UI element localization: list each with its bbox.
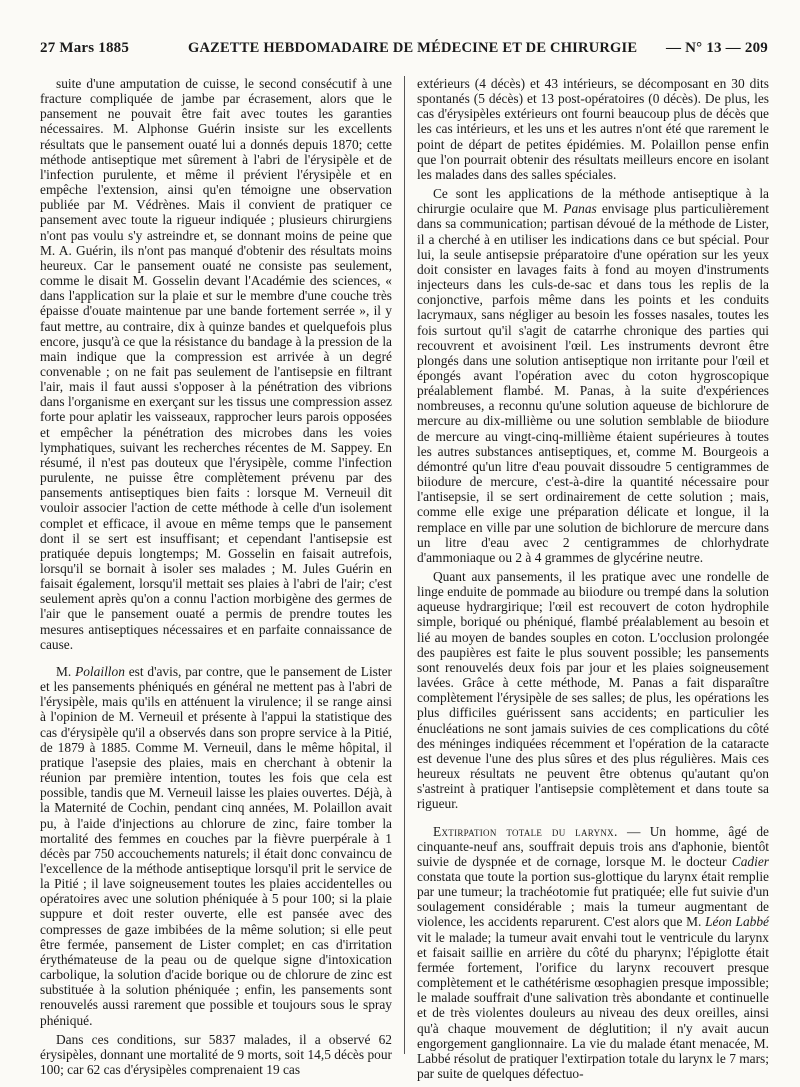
running-header — [40, 40, 768, 62]
paragraph — [40, 76, 392, 652]
left-column — [40, 76, 392, 1077]
text-run: Dans ces conditions, sur 5837 malades, il a observé 62 érysipèles, donnant une mortalité de 9 morts, soit 14,5 décès pour 100; car 62 cas d'érysipèles comprenaient 19 cas — [40, 1031, 392, 1077]
text-run: — Un homme, âgé de cinquante-neuf ans, souffrait depuis trois ans d'aphonie, bientôt suivie de dyspnée et de cornage, lorsque M. le docteur — [417, 823, 769, 869]
paragraph — [40, 664, 392, 1028]
paragraph — [40, 1032, 392, 1077]
italic-name: Léon Labbé — [705, 914, 770, 930]
text-run: constata que toute la portion sus-glottique du larynx était remplie par une tumeur; la trachéotomie fut pratiquée; elle fut suivie d'un soulagement considérable ; mais la tumeur augmentant de violence, les accidents reparurent. C'est alors que M. — [417, 868, 769, 930]
italic-name: Cadier — [731, 853, 769, 869]
paragraph — [417, 76, 769, 182]
paragraph — [417, 824, 769, 1082]
paragraph — [417, 186, 769, 565]
text-run: suite d'une amputation de cuisse, le second consécutif à une fracture compliquée de jambe par écrasement, alors que le pansement ne pouvait être fait avec toutes les garanties nécessaires. M. Alphonse Guérin insiste sur les excellents résultats que le pansement ouaté lui a donnés depuis 1870; cette méthode antiseptique met sûrement à l'abri de l'érysipèle et de l'infection purulente, et même il prévient l'érysipèle et en empêche l'extension, ainsi qu'en témoigne une observation publiée par M. Védrènes. Mais il convient de pratiquer ce pansement avec toute la rigueur indiquée ; plusieurs chirurgiens n'ont pas voulu s'y astreindre et, se donnant moins de peine que M. A. Guérin, ils n'ont pas manqué d'obtenir des résultats moins heureux. Car le pansement ouaté ne consiste pas seulement, comme le disait M. Gosselin devant l'Académie des sciences, « dans l'application sur la plaie et sur le membre d'une couche très épaisse d'ouate maintenue par une bande fortement serrée », il y faut mettre, au contraire, dix à quinze bandes et quelquefois plus encore, jusqu'à ce que la résistance du bandage à la pression de la main indique que la compression est arrivée à un degré convenable ; on ne fait pas seulement de l'antisepsie en filtrant l'air, mais il faut aussi s'opposer à la pénétration des vibrions dans l'organisme en exerçant sur les tissus une compression assez forte pour aplatir les vaisseaux, rapprocher leurs parois opposées et empêcher la pénétration des microbes dans les voies lymphatiques, suivant les recherches récentes de M. Sappey. En résumé, il n'est pas douteux que l'érysipèle, comme l'infection purulente, ne puisse être complètement prévenu par des pansements antiseptiques bien faits : lorsque M. Verneuil dit vouloir associer l'action de cette méthode à celle d'un isolement complet et efficace, il avoue en même temps que le pansement dont il se sert est insuffisant; et cependant l'antisepsie est pratiquée depuis longtemps; M. Gosselin en faisait autrefois, lorsqu'il se bornait à isoler ses malades ; M. Jules Guérin en faisait également, lorsqu'il mettait ses plaies à l'abri de l'air; c'est seulement après qu'on a connu l'action morbigène des germes de l'air que le pansement ouaté a permis de prendre toutes les mesures antiseptiques nécessaires et en parfaite connaissance de cause. — [40, 76, 392, 652]
italic-name: Polaillon — [75, 663, 125, 679]
text-run: envisage plus particulièrement dans sa communication; partisan dévoué de la méthode de Lister, il a cherché à en utiliser les indications dans ce but spécial. Pour lui, la seule antisepsie préparatoire d'une opération sur les yeux doit consister en lavages faits à fond au moyen d'instruments injecteurs dans les culs-de-sac et dans tous les replis de la conjonctive, parfois même dans les points et les conduits lacrymaux, sans négliger au besoin les fosses nasales, toutes les fois surtout qu'il s'agit de catarrhe chronique des parties qui recouvrent et avoisinent l'œil. Les instruments devront être plongés dans une solution antiseptique non irritante pour l'œil et épongés avant l'opération avec du coton hygroscopique préalablement flambé. M. Panas, à la suite d'expériences nombreuses, a reconnu qu'une solution aqueuse de bichlorure de mercure au dix-millième ou une solution semblable de biiodure de mercure au vingt-cinq-millième étaient supérieures à toutes les autres substances antiseptiques, et, comme M. Bourgeois a démontré qu'un litre d'eau pouvait dissoudre 5 centigrammes de biiodure de mercure, c'est-à-dire la quantité nécessaire pour l'antisepsie, il se sert ordinairement de cette solution ; mais, comme elle exige une préparation délicate et longue, il la remplace en ville par une solution de bichlorure de mercure dans un litre d'eau avec 2 centigrammes de chlorhydrate d'ammoniaque ou 2 à 4 grammes de glycérine neutre. — [417, 201, 769, 565]
italic-name: Panas — [563, 201, 597, 217]
text-run: Quant aux pansements, il les pratique avec une rondelle de linge enduite de pommade au biiodure ou trempé dans la solution aqueuse hydrargirique; l'œil est recouvert de coton hydrophile simple, boriqué ou phéniqué, flambé préalablement au besoin et lié au moyen de bandes souples en coton. L'occlusion prolongée des paupières est faite le plus souvent possible; les pansements sont renouvelés deux fois par jour et les plaies soigneusement lavées. Grâce à cette méthode, M. Panas a fait disparaître complètement l'érysipèle de ses salles; de plus, les opérations les plus difficiles guérissent sans accidents; en particulier les énucléations ne sont jamais suivies de ces complications du côté des méninges indiquées récemment et l'opération de la cataracte est devenue l'une des plus sûres et des plus régulières. Mais ces heureux résultats ne peuvent être obtenus qu'autant qu'on s'astreint à pratiquer l'antisepsie complètement et dans toute sa rigueur. — [417, 569, 769, 812]
header-issue: — N° 13 — — [666, 40, 741, 56]
section-heading: Extirpation totale du larynx. — [433, 823, 618, 839]
header-date: 27 Mars 1885 — [40, 40, 130, 56]
paragraph — [417, 569, 769, 812]
paragraph-gap — [40, 652, 392, 664]
header-title: GAZETTE HEBDOMADAIRE DE MÉDECINE ET DE CHIRURGIE — [188, 40, 638, 56]
text-run: est d'avis, par contre, que le pansement de Lister et les pansements phéniqués en général ne mettent pas à l'abri de l'érysipèle, mais qu'ils en atténuent la virulence; il se range ainsi à l'opinion de M. Verneuil et présente à l'appui la statistique des cas d'érysipèle qu'il a observés dans son propre service à la Pitié, de 1879 à 1885. Comme M. Verneuil, dans le même hôpital, il pratique l'asepsie des plaies, mais en cherchant à obtenir la réunion par première intention, toutes les fois que cela est possible, tandis que M. Verneuil laisse les plaies ouvertes. Déjà, à la Maternité de Cochin, pendant cinq années, M. Polaillon avait pu, à l'aide d'injections au chlorure de zinc, faire tomber la mortalité des femmes en couches par la fièvre puerpérale à 1 décès par 750 accouchements naturels; il était donc convaincu de l'excellence de la méthode antiseptique lorsqu'il prit le service de la Pitié ; il lave soigneusement toutes les plaies accidentelles ou opératoires avec une solution phéniquée à 5 pour 100; si la plaie suppure et doit rester ouverte, elle est pansée avec des compresses de gaze imbibées de la même solution; si elle peut être fermée, pansement de Lister complet; en cas d'irritation érythémateuse de la peau ou de quelque signe d'intoxication carbolique, la solution d'acide borique ou de chlorure de zinc est substituée à la solution phéniquée ; enfin, les pansements sont renouvelés aussi rarement que possible et toujours sous le spray phéniqué. — [40, 663, 392, 1028]
text-run: vit le malade; la tumeur avait envahi tout le ventricule du larynx et faisait saillie en arrière du côté du pharynx; l'épiglotte était fermée fortement, l'orifice du larynx recouvert presque complètement et le cathétérisme œsophagien presque impossible; le malade souffrait d'une salivation très abondante et continuelle et de très violentes douleurs au niveau des deux oreilles, ainsi qu'à chaque mouvement de déglutition; il n'y avait aucun engorgement ganglionnaire. La vie du malade étant menacée, M. Labbé résolut de pratiquer l'extirpation totale du larynx le 7 mars; par suite de quelques défectuo- — [417, 929, 769, 1081]
right-column — [417, 76, 769, 1081]
column-divider — [404, 76, 405, 1054]
text-run: extérieurs (4 décès) et 43 intérieurs, se décomposant en 30 dits spontanés (5 décès) et 13 post-opératoires (0 décès). De plus, les cas d'érysipèles extérieurs ont fourni beaucoup plus de décès que les cas intérieurs, et les uns et les autres n'ont été que rarement le point de départ de petites épidémies. M. Polaillon pense enfin que l'on pourrait obtenir des résultats meilleurs encore en isolant les malades dans des salles spéciales. — [417, 76, 769, 182]
text-run: Ce sont les applications de la méthode antiseptique à la chirurgie oculaire que M. — [417, 186, 769, 217]
paragraph-gap — [417, 812, 769, 824]
header-page-number: 209 — [744, 40, 768, 56]
text-run: M. — [56, 663, 76, 679]
